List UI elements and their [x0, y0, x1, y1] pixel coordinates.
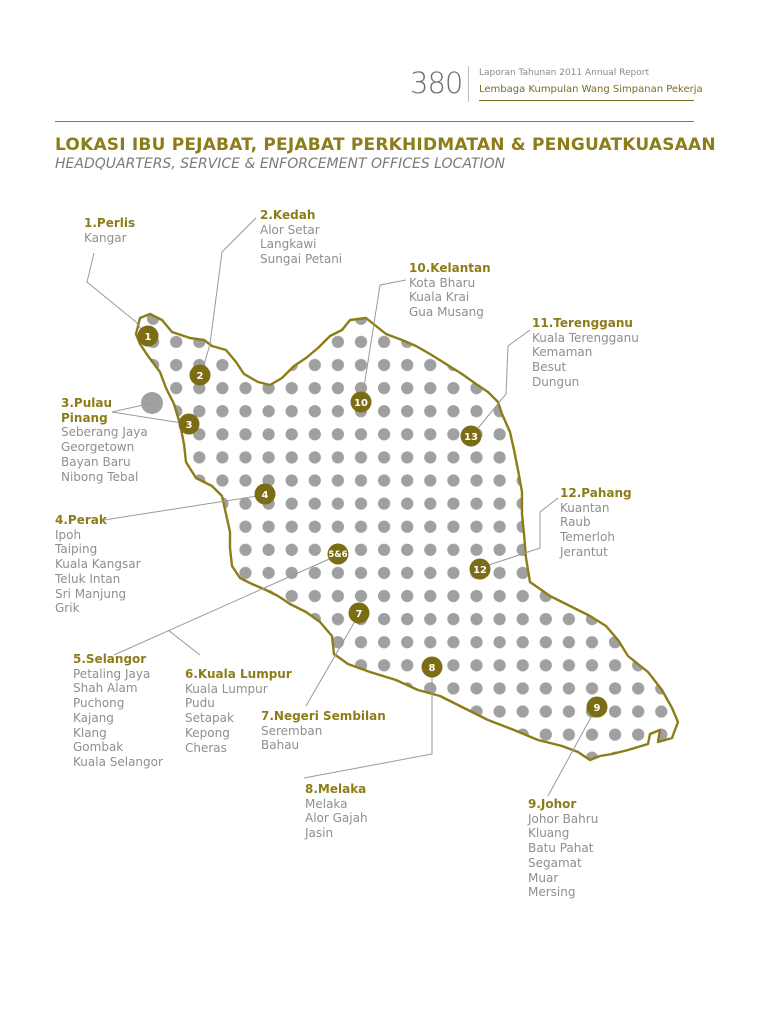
city-name: Melaka	[305, 796, 348, 811]
city-name: Bayan Baru	[61, 454, 131, 469]
marker-13	[461, 426, 482, 447]
city-name: Segamat	[528, 855, 582, 870]
city-name: Kuala Kangsar	[55, 557, 141, 572]
marker-1-label: 1	[144, 332, 152, 343]
city-name: Alor Setar	[260, 222, 320, 237]
city-name: Nibong Tebal	[61, 469, 139, 484]
region-name: Pinang	[61, 410, 108, 425]
city-name: Ipoh	[55, 527, 82, 542]
city-name: Alor Gajah	[305, 811, 368, 826]
marker-2	[190, 365, 211, 386]
marker-12-label: 12	[473, 565, 487, 576]
city-name: Kuantan	[560, 500, 610, 515]
city-name: Seremban	[261, 723, 323, 738]
region-name: 5.Selangor	[73, 652, 147, 666]
region-name: 2.Kedah	[260, 208, 316, 222]
city-name: Shah Alam	[73, 681, 138, 696]
city-name: Jasin	[305, 826, 334, 841]
city-name: Besut	[532, 360, 567, 375]
report-title: Laporan Tahunan 2011 Annual Report	[479, 68, 649, 78]
city-name: Seberang Jaya	[61, 425, 148, 440]
marker-4	[255, 484, 276, 505]
city-name: Dungun	[532, 374, 580, 389]
city-name: Taiping	[55, 542, 98, 557]
marker-7-label: 7	[355, 609, 363, 620]
city-name: Teluk Intan	[55, 571, 121, 586]
marker-1	[138, 326, 159, 347]
region-kelantan	[409, 261, 491, 320]
city-name: Kepong	[185, 725, 230, 740]
city-name: Kangar	[84, 230, 127, 245]
region-name: 12.Pahang	[560, 486, 632, 500]
city-name: Kuala Selangor	[73, 754, 163, 769]
city-name: Grik	[55, 601, 80, 616]
city-name: Mersing	[528, 885, 576, 900]
page-subtitle: HEADQUARTERS, SERVICE & ENFORCEMENT OFFICES LOCATION	[55, 156, 506, 172]
city-name: Pudu	[185, 696, 215, 711]
city-name: Temerloh	[560, 530, 615, 545]
city-name: Gombak	[73, 740, 124, 755]
city-name: Petaling Jaya	[73, 666, 151, 681]
region-johor	[528, 797, 598, 900]
marker-10	[351, 392, 372, 413]
region-terengganu	[532, 316, 639, 390]
marker-7	[349, 603, 370, 624]
region-perlis	[84, 216, 135, 245]
region-perak	[55, 513, 141, 616]
region-name: 11.Terengganu	[532, 316, 633, 330]
region-negeri-sembilan	[261, 709, 386, 753]
region-name: 4.Perak	[55, 513, 107, 527]
marker-3	[179, 414, 200, 435]
region-pulau-pinang	[61, 396, 148, 484]
city-name: Puchong	[73, 696, 125, 711]
city-name: Kuala Terengganu	[532, 330, 639, 345]
marker-13-label: 13	[464, 432, 478, 443]
region-kedah	[260, 208, 342, 267]
city-name: Gua Musang	[409, 305, 484, 320]
city-name: Klang	[73, 725, 107, 740]
page-title: LOKASI IBU PEJABAT, PEJABAT PERKHIDMATAN & PENGUATKUASAAN	[55, 135, 716, 155]
city-name: Muar	[528, 870, 559, 885]
city-name: Sri Manjung	[55, 586, 127, 601]
region-name: 10.Kelantan	[409, 261, 491, 275]
region-name: 6.Kuala Lumpur	[185, 667, 292, 681]
city-name: Kuala Lumpur	[185, 681, 268, 696]
city-name: Kota Bharu	[409, 275, 476, 290]
marker-5-6-label: 5&6	[328, 550, 348, 560]
leader-kuala-lumpur	[168, 630, 200, 655]
organization-name: Lembaga Kumpulan Wang Simpanan Pekerja	[479, 84, 703, 95]
marker-8	[422, 657, 443, 678]
city-name: Kajang	[73, 710, 114, 725]
city-name: Jerantut	[560, 544, 608, 559]
city-name: Langkawi	[260, 237, 317, 252]
city-name: Johor Bahru	[528, 811, 599, 826]
region-selangor	[73, 652, 163, 770]
marker-9-label: 9	[593, 703, 601, 714]
city-name: Setapak	[185, 711, 234, 726]
city-name: Kemaman	[532, 345, 593, 360]
marker-5-6	[328, 544, 349, 565]
marker-12	[470, 559, 491, 580]
marker-10-label: 10	[354, 398, 368, 409]
marker-3-label: 3	[185, 420, 193, 431]
region-melaka	[305, 782, 368, 841]
marker-8-label: 8	[428, 663, 436, 674]
region-name: 8.Melaka	[305, 782, 367, 796]
region-pahang	[560, 486, 632, 560]
region-name: 7.Negeri Sembilan	[261, 709, 386, 723]
city-name: Batu Pahat	[528, 841, 594, 856]
city-name: Raub	[560, 515, 591, 530]
leader-perlis	[87, 253, 146, 336]
city-name: Kluang	[528, 826, 570, 841]
region-name: 3.Pulau	[61, 396, 112, 410]
city-name: Kuala Krai	[409, 290, 470, 305]
city-name: Sungai Petani	[260, 252, 343, 267]
marker-4-label: 4	[261, 490, 269, 501]
city-name: Georgetown	[61, 440, 135, 455]
city-name: Bahau	[261, 738, 300, 753]
region-name: 9.Johor	[528, 797, 577, 811]
region-name: 1.Perlis	[84, 216, 136, 230]
marker-9	[587, 697, 608, 718]
page-number: 380	[410, 66, 463, 100]
marker-2-label: 2	[196, 371, 204, 382]
city-name: Cheras	[185, 740, 227, 755]
